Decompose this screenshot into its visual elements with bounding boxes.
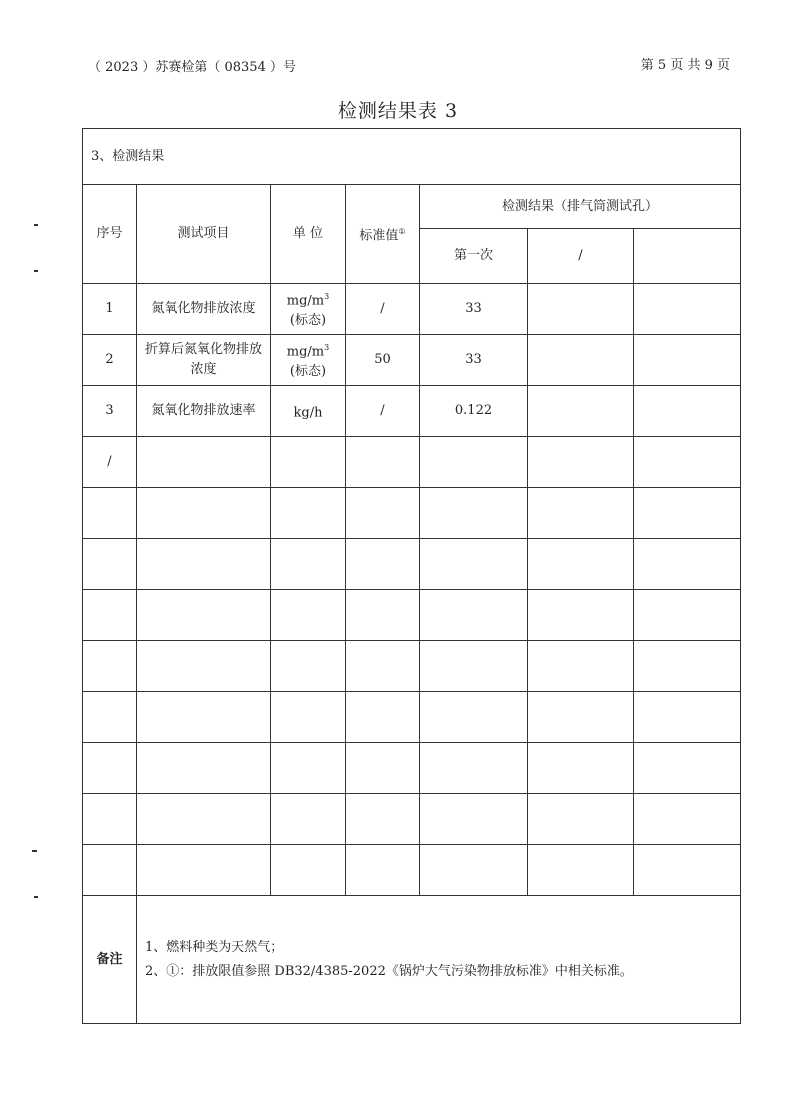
table-row	[83, 590, 741, 641]
cell-third	[634, 386, 741, 437]
cell-third	[634, 488, 741, 539]
cell-third	[634, 284, 741, 335]
cell-item	[137, 539, 271, 590]
table-row	[83, 488, 741, 539]
cell-unit	[271, 488, 346, 539]
cell-unit	[271, 539, 346, 590]
header-standard	[346, 185, 420, 284]
margin-mark	[32, 850, 37, 852]
unit-main: mg/m	[286, 344, 325, 360]
header-third	[634, 229, 741, 284]
cell-unit	[271, 386, 346, 437]
cell-standard: 50	[346, 335, 420, 386]
header-standard-label: 标准值	[359, 228, 399, 244]
page-title: 检测结果表 3	[337, 100, 459, 122]
margin-mark	[34, 896, 38, 898]
cell-unit	[271, 794, 346, 845]
cell-seq	[83, 743, 137, 794]
table-row	[83, 437, 741, 488]
header-first: 第一次	[420, 229, 528, 284]
remarks-label: 备注	[83, 896, 137, 1024]
table-row	[83, 743, 741, 794]
cell-seq	[83, 794, 137, 845]
cell-seq	[83, 641, 137, 692]
cell-item	[137, 845, 271, 896]
header-second: /	[528, 229, 634, 284]
cell-unit	[271, 590, 346, 641]
cell-first	[420, 437, 528, 488]
section-title: 3、检测结果	[83, 129, 741, 185]
cell-seq	[83, 845, 137, 896]
cell-standard	[346, 845, 420, 896]
margin-mark	[34, 270, 38, 272]
cell-second	[528, 284, 634, 335]
cell-unit	[271, 845, 346, 896]
cell-first: 33	[420, 335, 528, 386]
cell-second	[528, 794, 634, 845]
cell-second	[528, 335, 634, 386]
header-item: 测试项目	[137, 185, 271, 284]
remark-line: 2、①：排放限值参照 DB32/4385-2022《锅炉大气污染物排放标准》中相关标准。	[145, 963, 633, 979]
cell-item	[137, 488, 271, 539]
cell-unit	[271, 743, 346, 794]
cell-first	[420, 488, 528, 539]
cell-second	[528, 590, 634, 641]
cell-second	[528, 488, 634, 539]
cell-first: 0.122	[420, 386, 528, 437]
cell-unit	[271, 335, 346, 386]
cell-first	[420, 692, 528, 743]
cell-third	[634, 794, 741, 845]
cell-seq	[83, 590, 137, 641]
cell-standard	[346, 539, 420, 590]
cell-standard	[346, 743, 420, 794]
unit-main: kg/h	[293, 405, 323, 421]
cell-item: 氮氧化物排放浓度	[137, 284, 271, 335]
cell-seq: 3	[83, 386, 137, 437]
cell-seq	[83, 692, 137, 743]
cell-standard	[346, 641, 420, 692]
table-row	[83, 539, 741, 590]
cell-second	[528, 692, 634, 743]
cell-third	[634, 335, 741, 386]
cell-unit	[271, 641, 346, 692]
page-info: 第 5 页 共 9 页	[640, 58, 730, 73]
cell-item	[137, 794, 271, 845]
cell-second	[528, 641, 634, 692]
cell-unit	[271, 284, 346, 335]
table-row	[83, 794, 741, 845]
cell-seq: 2	[83, 335, 137, 386]
cell-item	[137, 437, 271, 488]
cell-second	[528, 845, 634, 896]
header-seq: 序号	[83, 185, 137, 284]
table-row	[83, 845, 741, 896]
header-unit: 单 位	[271, 185, 346, 284]
cell-standard: /	[346, 386, 420, 437]
cell-standard	[346, 488, 420, 539]
cell-unit	[271, 692, 346, 743]
cell-seq	[83, 488, 137, 539]
cell-item	[137, 641, 271, 692]
table-row	[83, 641, 741, 692]
cell-second	[528, 743, 634, 794]
unit-sup: 3	[324, 342, 330, 352]
unit-sub: (标态)	[289, 364, 327, 380]
unit-sub: (标态)	[289, 313, 327, 329]
cell-seq: 1	[83, 284, 137, 335]
cell-first	[420, 845, 528, 896]
table-row	[83, 386, 741, 437]
cell-first	[420, 794, 528, 845]
cell-item	[137, 743, 271, 794]
cell-seq	[83, 539, 137, 590]
cell-standard	[346, 590, 420, 641]
unit-main: mg/m	[286, 293, 325, 309]
cell-item: 折算后氮氧化物排放浓度	[137, 335, 271, 386]
cell-second	[528, 437, 634, 488]
header-results: 检测结果（排气筒测试孔）	[420, 185, 741, 229]
remarks-content	[137, 896, 741, 1024]
cell-third	[634, 743, 741, 794]
cell-standard	[346, 794, 420, 845]
cell-first	[420, 539, 528, 590]
cell-standard	[346, 692, 420, 743]
cell-seq: /	[83, 437, 137, 488]
cell-second	[528, 386, 634, 437]
table-row	[83, 335, 741, 386]
cell-unit	[271, 437, 346, 488]
cell-first: 33	[420, 284, 528, 335]
cell-third	[634, 692, 741, 743]
report-number: （ 2023 ）苏赛检第（ 08354 ）号	[88, 60, 296, 75]
cell-third	[634, 845, 741, 896]
cell-first	[420, 641, 528, 692]
remarks-row	[83, 896, 741, 1024]
table-row	[83, 284, 741, 335]
cell-first	[420, 743, 528, 794]
cell-third	[634, 641, 741, 692]
cell-standard	[346, 437, 420, 488]
cell-second	[528, 539, 634, 590]
table-row	[83, 692, 741, 743]
cell-item	[137, 590, 271, 641]
remark-line: 1、燃料种类为天然气；	[145, 939, 284, 955]
margin-mark	[34, 224, 38, 226]
cell-third	[634, 590, 741, 641]
cell-item: 氮氧化物排放速率	[137, 386, 271, 437]
cell-standard: /	[346, 284, 420, 335]
cell-first	[420, 590, 528, 641]
cell-item	[137, 692, 271, 743]
cell-third	[634, 539, 741, 590]
results-table	[82, 128, 741, 1024]
footnote-marker: ①	[398, 226, 406, 236]
cell-third	[634, 437, 741, 488]
unit-sup: 3	[324, 291, 330, 301]
